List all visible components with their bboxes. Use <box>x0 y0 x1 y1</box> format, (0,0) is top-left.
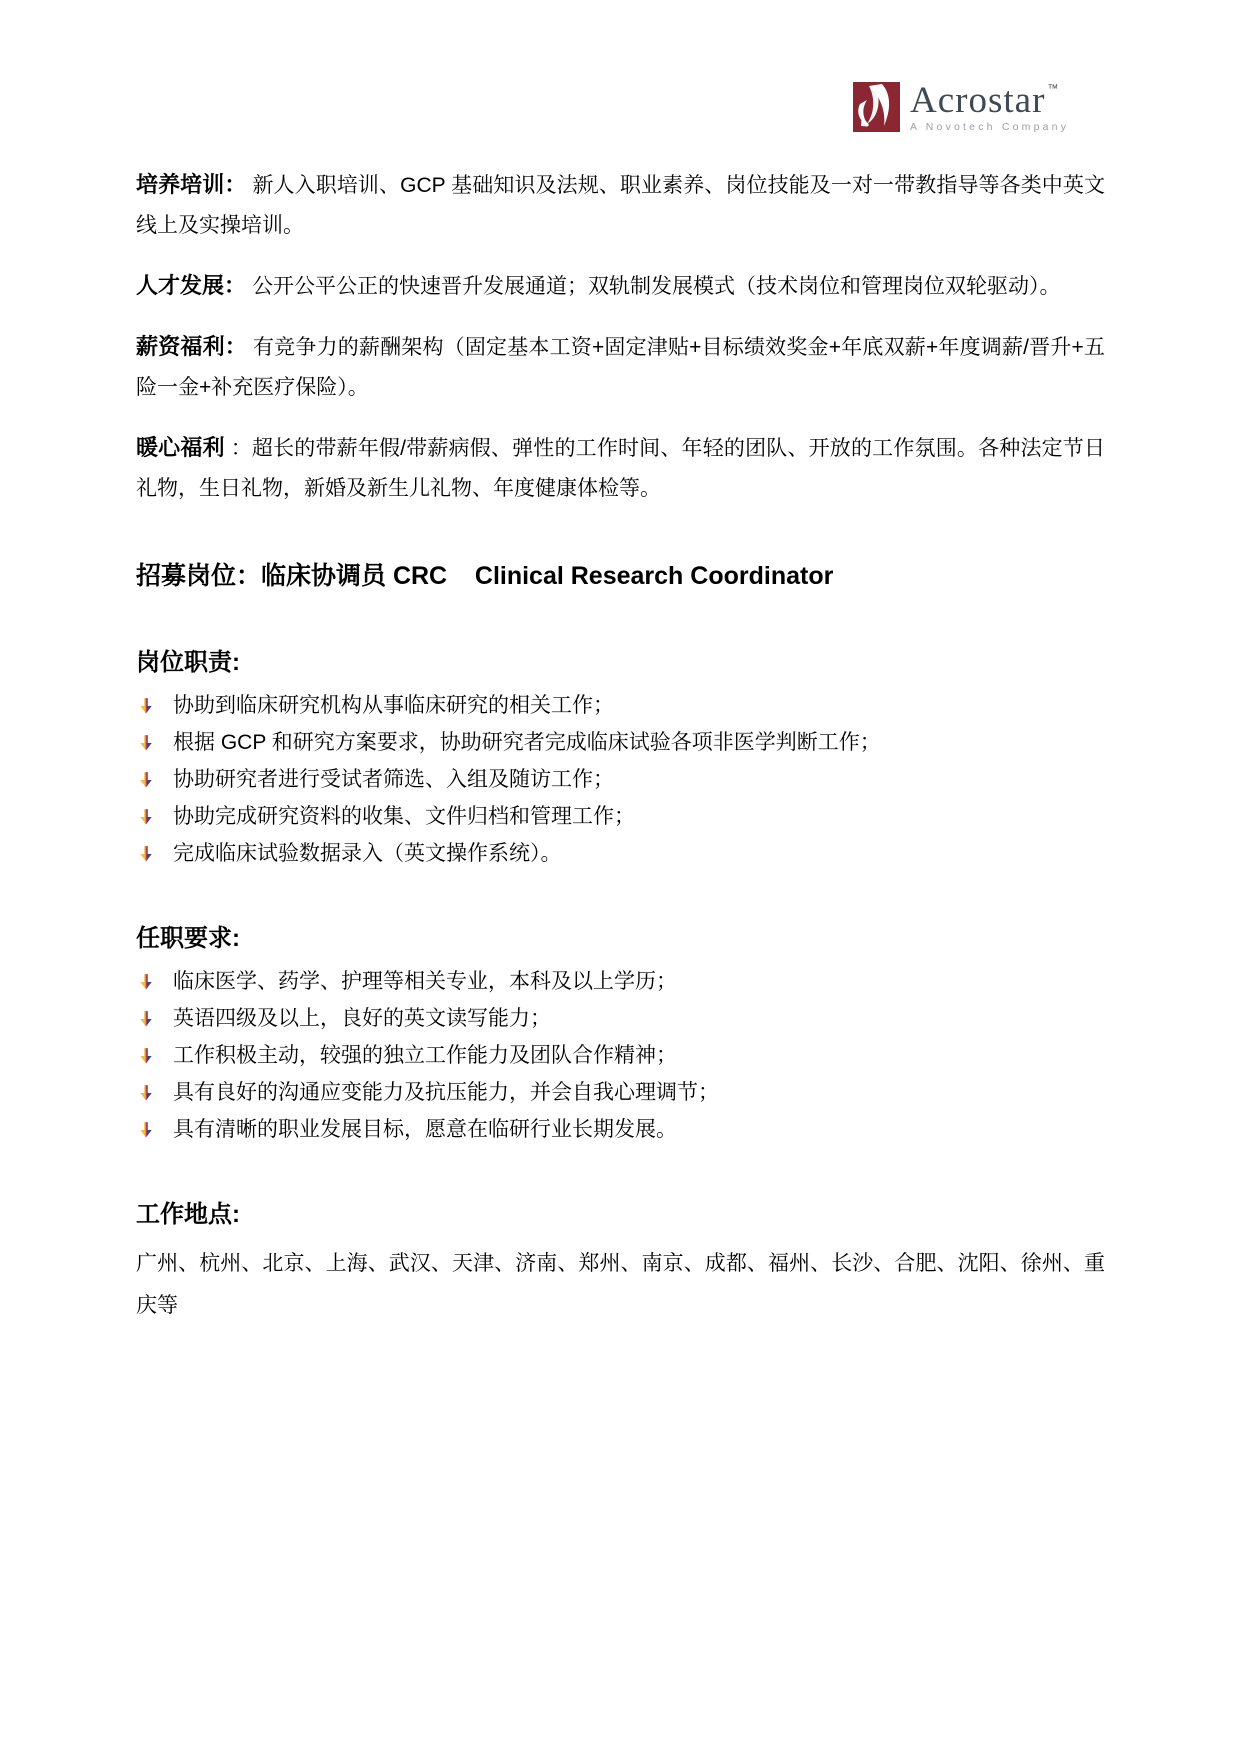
duty-item <box>136 802 1105 832</box>
duties-heading: 岗位职责: <box>136 649 240 676</box>
benefit-label: 人才发展： <box>136 273 247 298</box>
duty-item <box>136 839 1105 869</box>
down-arrow-bullet-icon <box>139 809 153 825</box>
down-arrow-bullet-icon <box>139 1085 153 1101</box>
requirements-section <box>136 923 1105 1145</box>
duties-section <box>136 647 1105 869</box>
requirement-item-text: 临床医学、药学、护理等相关专业，本科及以上学历； <box>173 970 677 993</box>
requirement-item-text: 具有清晰的职业发展目标，愿意在临研行业长期发展。 <box>173 1118 677 1141</box>
down-arrow-bullet-icon <box>139 1122 153 1138</box>
down-arrow-bullet-icon <box>139 735 153 751</box>
down-arrow-bullet-icon <box>139 1048 153 1064</box>
requirement-item-text: 具有良好的沟通应变能力及抗压能力，并会自我心理调节； <box>173 1081 719 1104</box>
down-arrow-bullet-icon <box>139 1011 153 1027</box>
trademark-symbol: ™ <box>1047 83 1059 95</box>
duty-item-text: 协助完成研究资料的收集、文件归档和管理工作； <box>173 805 635 828</box>
requirement-item <box>136 967 1105 997</box>
duty-item-text: 完成临床试验数据录入（英文操作系统）。 <box>173 842 562 865</box>
duty-item <box>136 691 1105 721</box>
benefit-text: ：超长的带薪年假/带薪病假、弹性的工作时间、年轻的团队、开放的工作氛围。各种法定节日礼物，生日礼物，新婚及新生儿礼物、年度健康体检等。 <box>136 437 1105 500</box>
benefit-paragraph <box>136 165 1105 246</box>
duty-item-text: 协助研究者进行受试者筛选、入组及随访工作； <box>173 768 614 791</box>
duty-item-text: 根据 GCP 和研究方案要求，协助研究者完成临床试验各项非医学判断工作； <box>173 731 881 754</box>
duty-item-text: 协助到临床研究机构从事临床研究的相关工作； <box>173 694 614 717</box>
requirement-item-text: 英语四级及以上，良好的英文读写能力； <box>173 1007 551 1030</box>
requirement-item <box>136 1115 1105 1145</box>
benefit-text: 新人入职培训、GCP 基础知识及法规、职业素养、岗位技能及一对一带教指导等各类中英文线上及实操培训。 <box>136 174 1105 237</box>
location-heading: 工作地点: <box>136 1201 240 1228</box>
benefit-paragraph <box>136 266 1105 307</box>
benefit-text: 有竞争力的薪酬架构（固定基本工资+固定津贴+目标绩效奖金+年底双薪+年度调薪/晋升+五险一金+补充医疗保险）。 <box>136 336 1105 399</box>
recruit-position-heading: 招募岗位：临床协调员 CRC Clinical Research Coordinator <box>136 562 834 590</box>
benefit-text: 公开公平公正的快速晋升发展通道；双轨制发展模式（技术岗位和管理岗位双轮驱动）。 <box>252 275 1061 298</box>
requirement-item-text: 工作积极主动，较强的独立工作能力及团队合作精神； <box>173 1044 677 1067</box>
benefit-label: 培养培训： <box>136 172 247 197</box>
requirement-item <box>136 1004 1105 1034</box>
location-text: 广州、杭州、北京、上海、武汉、天津、济南、郑州、南京、成都、福州、长沙、合肥、沈阳、徐州、重庆等 <box>136 1252 1105 1317</box>
benefit-section-list <box>136 165 1105 509</box>
logo-text <box>910 82 1069 133</box>
down-arrow-bullet-icon <box>139 698 153 714</box>
down-arrow-bullet-icon <box>139 974 153 990</box>
benefit-paragraph <box>136 327 1105 408</box>
benefit-label: 薪资福利： <box>136 334 247 359</box>
requirements-list <box>136 967 1105 1145</box>
duty-item <box>136 728 1105 758</box>
requirements-heading: 任职要求: <box>136 925 240 952</box>
acrostar-logo-icon <box>853 82 900 132</box>
requirement-item <box>136 1041 1105 1071</box>
duty-item <box>136 765 1105 795</box>
down-arrow-bullet-icon <box>139 846 153 862</box>
duties-list <box>136 691 1105 869</box>
brand-name: Acrostar <box>910 80 1046 121</box>
acrostar-logo <box>853 82 1069 133</box>
location-section <box>136 1199 1105 1327</box>
benefit-label: 暖心福利 <box>136 435 225 460</box>
down-arrow-bullet-icon <box>139 772 153 788</box>
logo-tagline: A Novotech Company <box>910 121 1070 133</box>
requirement-item <box>136 1078 1105 1108</box>
benefit-paragraph <box>136 428 1105 509</box>
